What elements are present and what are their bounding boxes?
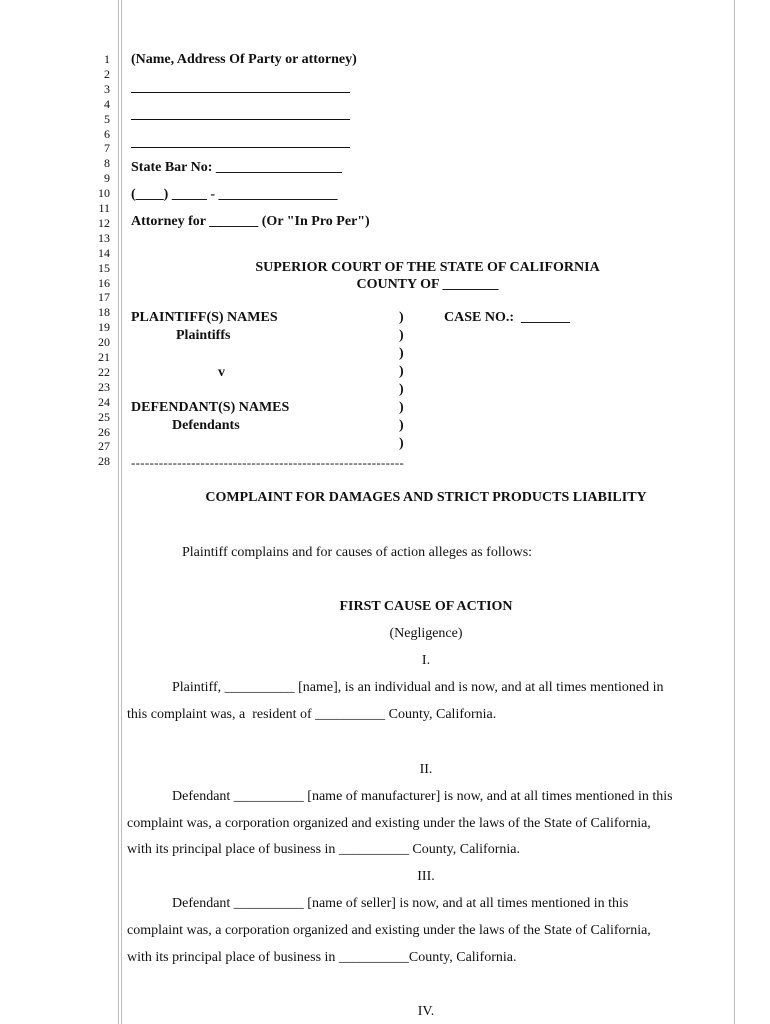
line-number: 23 [98,379,110,394]
cause-title: FIRST CAUSE OF ACTION [339,599,513,614]
address-line-3 [131,147,350,148]
line-number: 5 [104,111,110,126]
line-number: 27 [98,439,110,454]
party-label: (Name, Address Of Party or attorney) [131,52,357,67]
line-number: 2 [104,66,110,81]
line-number: 7 [104,141,110,156]
county-line: COUNTY OF ________ [356,277,499,292]
plaintiffs-label: Plaintiffs [176,328,231,343]
caption-paren: ) [399,400,404,415]
paragraph-line: complaint was, a corporation organized and existing under the laws of the State of California, [127,923,651,938]
line-number: 20 [98,335,110,350]
complaint-title: COMPLAINT FOR DAMAGES AND STRICT PRODUCTS LIABILITY [205,490,647,505]
defendants-label: Defendants [172,418,240,433]
paragraph-line: Defendant __________ [name of seller] is now, and at all times mentioned in this [172,896,629,911]
paragraph-line: with its principal place of business in __________ County, California. [127,842,520,857]
paragraph-line: with its principal place of business in __________County, California. [127,950,517,965]
versus-label: v [218,365,225,380]
line-number: 8 [104,156,110,171]
line-number: 21 [98,350,110,364]
line-number: 24 [98,394,110,409]
section-number: I. [421,653,431,668]
line-number: 1 [104,52,110,66]
caption-paren: ) [399,364,404,379]
phone-line: (____) _____ - _________________ [131,187,338,202]
address-line-2 [131,119,350,120]
line-number: 26 [98,424,110,439]
line-number: 18 [98,305,110,320]
line-number: 22 [98,364,110,379]
line-number: 19 [98,320,110,335]
plaintiff-names: PLAINTIFF(S) NAMES [131,310,278,325]
section-number: II. [419,762,433,777]
court-name: SUPERIOR COURT OF THE STATE OF CALIFORNIA [255,260,600,275]
line-number: 28 [98,454,110,469]
left-margin-line [118,0,119,1024]
line-number: 14 [98,245,110,260]
right-margin-line [734,0,735,1024]
caption-paren: ) [399,436,404,451]
line-number: 25 [98,409,110,424]
line-number: 16 [98,275,110,290]
line-number: 15 [98,260,110,275]
line-number: 12 [98,215,110,230]
address-line-1 [131,92,350,93]
caption-paren: ) [399,346,404,361]
caption-paren: ) [399,382,404,397]
caption-paren: ) [399,328,404,343]
paragraph-line: Defendant __________ [name of manufacturer] is now, and at all times mentioned in this [172,789,673,804]
section-number: III. [417,869,435,884]
line-number: 10 [98,186,110,201]
cause-subtitle: (Negligence) [389,626,463,641]
caption-divider: ----------------------------------------------------------- [131,455,405,470]
defendant-names: DEFENDANT(S) NAMES [131,400,290,415]
line-number: 4 [104,96,110,111]
section-number: IV. [417,1004,435,1019]
paragraph-line: Plaintiff, __________ [name], is an individual and is now, and at all times mentioned in [172,680,664,695]
line-number: 9 [104,171,110,186]
paragraph-line: this complaint was, a resident of __________ County, California. [127,707,497,722]
paragraph-line: complaint was, a corporation organized and existing under the laws of the State of California, [127,816,651,831]
state-bar-line: State Bar No: __________________ [131,160,342,175]
line-number: 3 [104,81,110,96]
case-number: CASE NO.: _______ [444,310,571,325]
line-number: 17 [98,290,110,305]
line-number: 13 [98,230,110,245]
line-number: 11 [98,201,110,215]
line-number: 6 [104,126,110,141]
caption-paren: ) [399,418,404,433]
left-margin-line-inner [121,0,122,1024]
attorney-for-line: Attorney for _______ (Or "In Pro Per") [131,214,370,229]
intro-paragraph: Plaintiff complains and for causes of action alleges as follows: [182,545,533,560]
caption-paren: ) [399,310,404,325]
